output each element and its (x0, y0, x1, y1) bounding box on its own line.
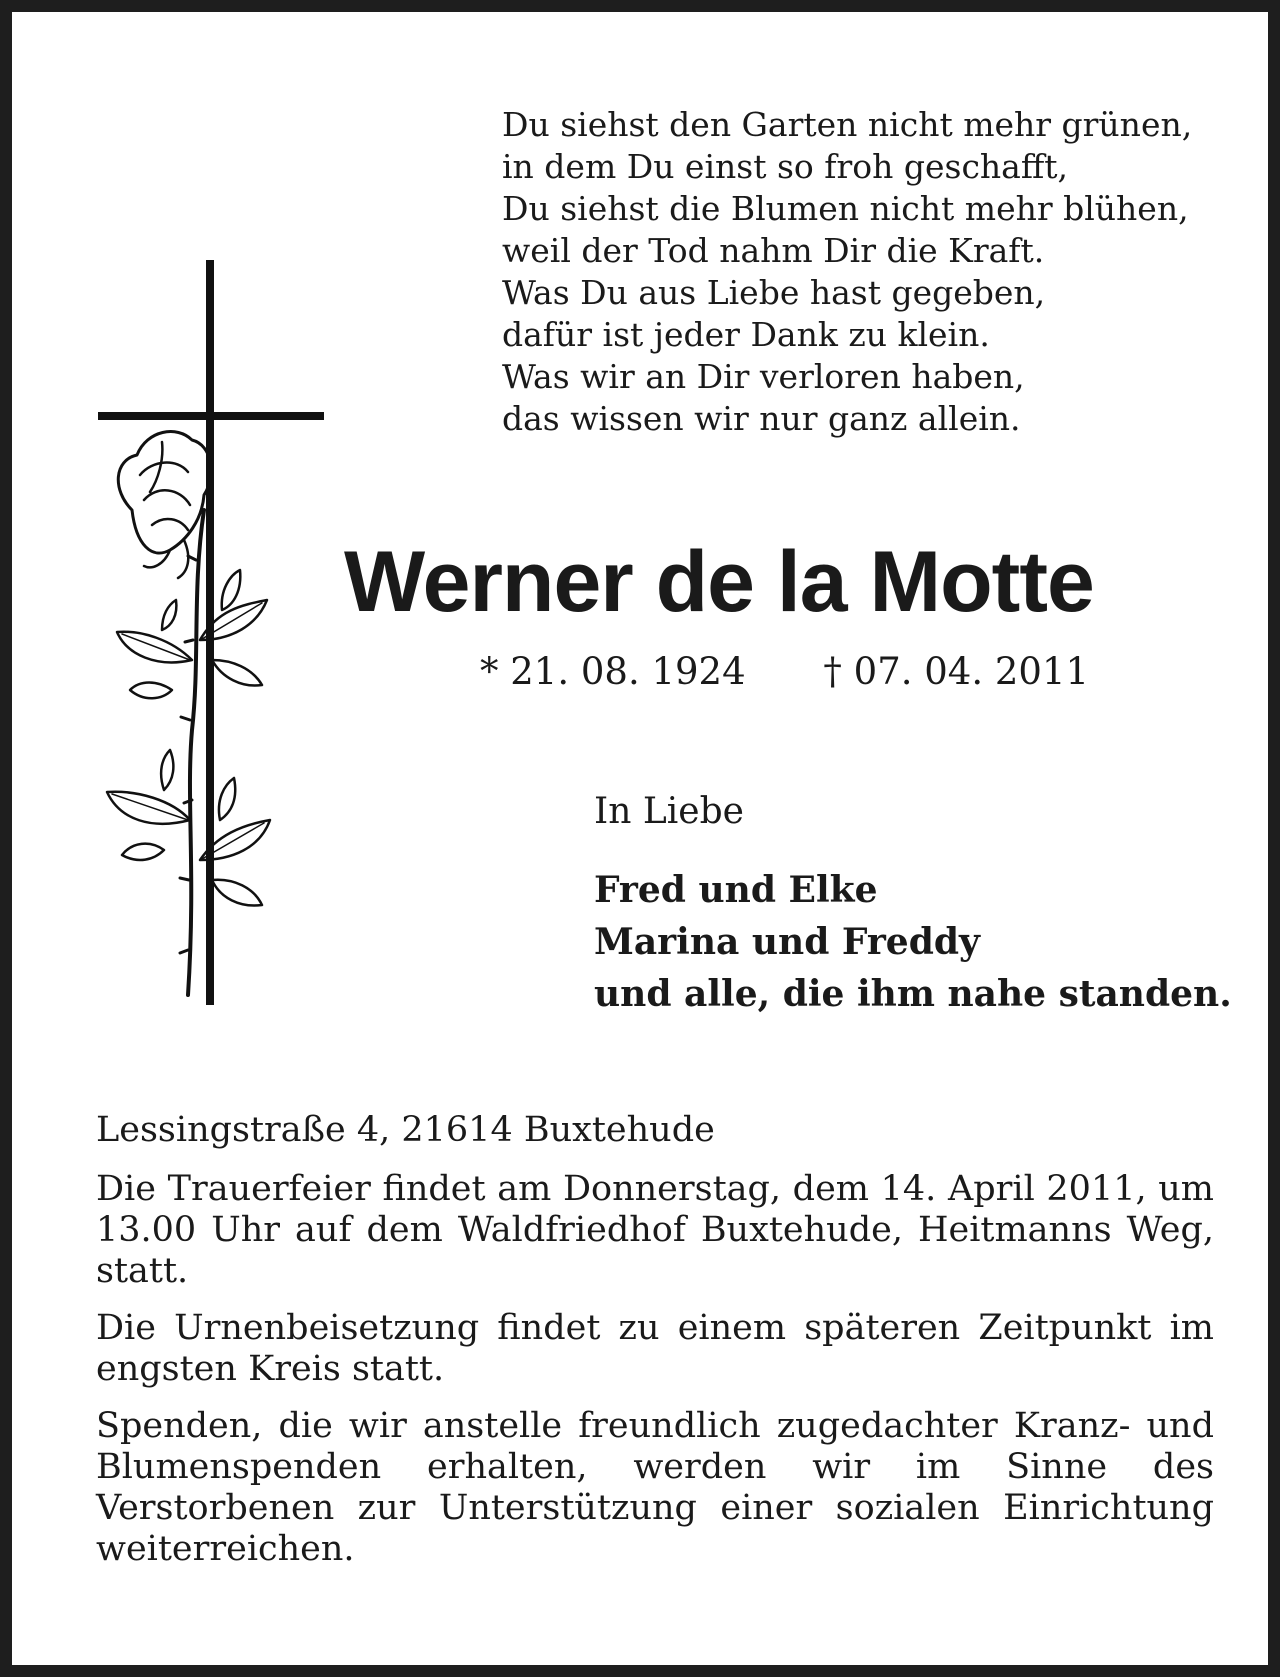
urn-burial-paragraph: Die Urnenbeisetzung findet zu einem späteren Zeitpunkt im engsten Kreis statt. (96, 1308, 1214, 1389)
deceased-name: Werner de la Motte (344, 534, 1094, 630)
poem-line: das wissen wir nur ganz allein. (502, 399, 1021, 438)
funeral-service-paragraph: Die Trauerfeier findet am Donnerstag, dem 14. April 2011, um 13.00 Uhr auf dem Waldfriedhof Buxtehude, Heitmanns Weg, statt. (96, 1169, 1214, 1291)
poem-line: dafür ist jeder Dank zu klein. (502, 315, 990, 354)
notice-details (96, 1110, 1214, 1586)
mourners-list (594, 864, 1232, 1020)
greeting: In Liebe (594, 791, 744, 832)
life-dates (480, 650, 1089, 694)
donations-paragraph: Spenden, die wir anstelle freundlich zugedachter Kranz- und Blumenspenden erhalten, werden wir im Sinne des Verstorbenen zur Unterstützung einer sozialen Einrichtung weiterreichen. (96, 1406, 1214, 1569)
cross-with-rose-icon (92, 260, 332, 1014)
address: Lessingstraße 4, 21614 Buxtehude (96, 1110, 715, 1150)
birth-date: * 21. 08. 1924 (480, 650, 746, 693)
mourner-line: Fred und Elke (594, 869, 878, 911)
poem (502, 104, 1192, 440)
poem-line: in dem Du einst so froh geschafft, (502, 147, 1069, 186)
poem-line: Was wir an Dir verloren haben, (502, 357, 1025, 396)
poem-line: weil der Tod nahm Dir die Kraft. (502, 231, 1045, 270)
poem-line: Du siehst die Blumen nicht mehr blühen, (502, 189, 1189, 228)
mourner-line: Marina und Freddy (594, 921, 980, 963)
poem-line: Du siehst den Garten nicht mehr grünen, (502, 105, 1193, 144)
poem-line: Was Du aus Liebe hast gegeben, (502, 273, 1046, 312)
mourner-line: und alle, die ihm nahe standen. (594, 973, 1232, 1015)
death-date: † 07. 04. 2011 (823, 650, 1090, 693)
